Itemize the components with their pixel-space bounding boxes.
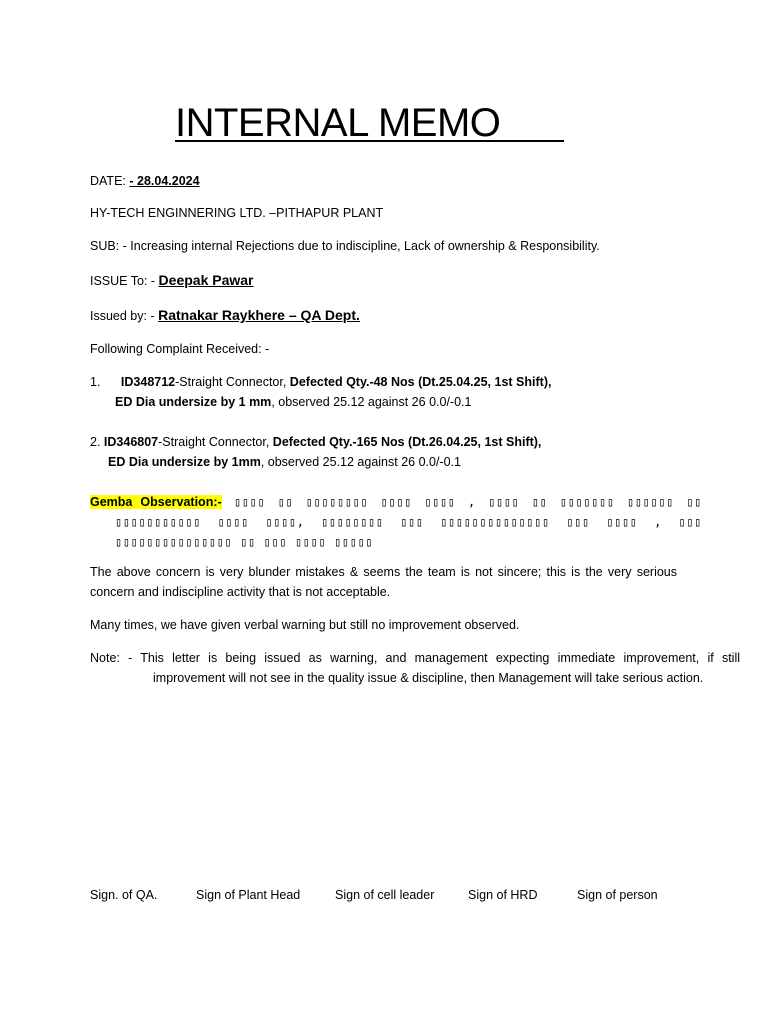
gemba-label: Gemba Observation:-: [90, 495, 222, 509]
gemba-text: ▯▯▯▯ ▯▯ ▯▯▯▯▯▯▯▯ ▯▯▯▯ ▯▯▯▯ , ▯▯▯▯ ▯▯ ▯▯▯▯▯▯▯ ▯▯▯▯▯▯ ▯▯ ▯▯▯▯▯▯▯▯▯▯▯ ▯▯▯▯ ▯▯▯▯, ▯▯▯▯▯▯▯▯ ▯▯▯ ▯▯▯▯▯▯▯▯▯▯▯▯▯▯ ▯▯▯ ▯▯▯▯ , ▯▯▯ ▯▯▯▯▯▯▯▯▯▯▯▯▯▯▯ ▯▯ ▯▯▯ ▯▯▯▯ ▯▯▯▯▯: [115, 495, 702, 549]
sign-qa: Sign. of QA.: [90, 888, 158, 902]
complaint-dia: ED Dia undersize by 1 mm: [115, 395, 272, 409]
memo-title: INTERNAL MEMO: [175, 101, 565, 145]
complaint-detail: [108, 453, 461, 471]
company-line: HY-TECH ENGINNERING LTD. –PITHAPUR PLANT: [90, 206, 384, 220]
issue-to-line: [90, 271, 254, 290]
sign-cell-leader: Sign of cell leader: [335, 888, 435, 902]
issue-to-label: ISSUE To: -: [90, 274, 159, 288]
complaint-number: 2.: [90, 435, 101, 449]
gemba-observation: [90, 492, 702, 552]
note-paragraph: Note: - This letter is being issued as warning, and management expecting immediate improvement, if still improvement will not see in the quality issue & discipline, then Management will take serious action.: [90, 651, 740, 685]
subject-line: SUB: - Increasing internal Rejections due to indiscipline, Lack of ownership & Responsibility.: [90, 239, 600, 253]
issued-by-line: [90, 306, 360, 325]
complaint-defect: Defected Qty.-48 Nos (Dt.25.04.25, 1st Shift),: [289, 375, 552, 389]
complaint-observed: , observed 25.12 against 26 0.0/-0.1: [260, 455, 461, 469]
complaint-detail: [115, 393, 471, 411]
issued-by-name: Ratnakar Raykhere – QA Dept.: [158, 307, 360, 323]
complaint-item: [90, 373, 551, 391]
warning-paragraph: Many times, we have given verbal warning but still no improvement observed.: [90, 618, 520, 632]
complaint-observed: , observed 25.12 against 26 0.0/-0.1: [271, 395, 472, 409]
concern-paragraph: The above concern is very blunder mistakes & seems the team is not sincere; this is the very serious concern and indiscipline activity that is not acceptable.: [90, 565, 677, 599]
complaint-item: [90, 433, 541, 451]
sign-person: Sign of person: [577, 888, 658, 902]
date-value: - 28.04.2024: [129, 174, 200, 188]
issue-to-name: Deepak Pawar: [158, 272, 254, 288]
issued-by-label: Issued by: -: [90, 309, 159, 323]
complaint-id: ID346807: [103, 435, 159, 449]
complaint-id: ID348712: [120, 375, 176, 389]
complaint-defect: Defected Qty.-165 Nos (Dt.26.04.25, 1st Shift),: [272, 435, 542, 449]
complaint-intro: Following Complaint Received: -: [90, 342, 270, 356]
sign-hrd: Sign of HRD: [468, 888, 538, 902]
sign-plant-head: Sign of Plant Head: [196, 888, 301, 902]
date-line: [90, 172, 200, 190]
complaint-number: 1.: [90, 375, 101, 389]
complaint-dia: ED Dia undersize by 1mm: [108, 455, 261, 469]
complaint-part: -Straight Connector,: [175, 375, 290, 389]
complaint-part: -Straight Connector,: [158, 435, 273, 449]
date-label: DATE:: [90, 174, 130, 188]
